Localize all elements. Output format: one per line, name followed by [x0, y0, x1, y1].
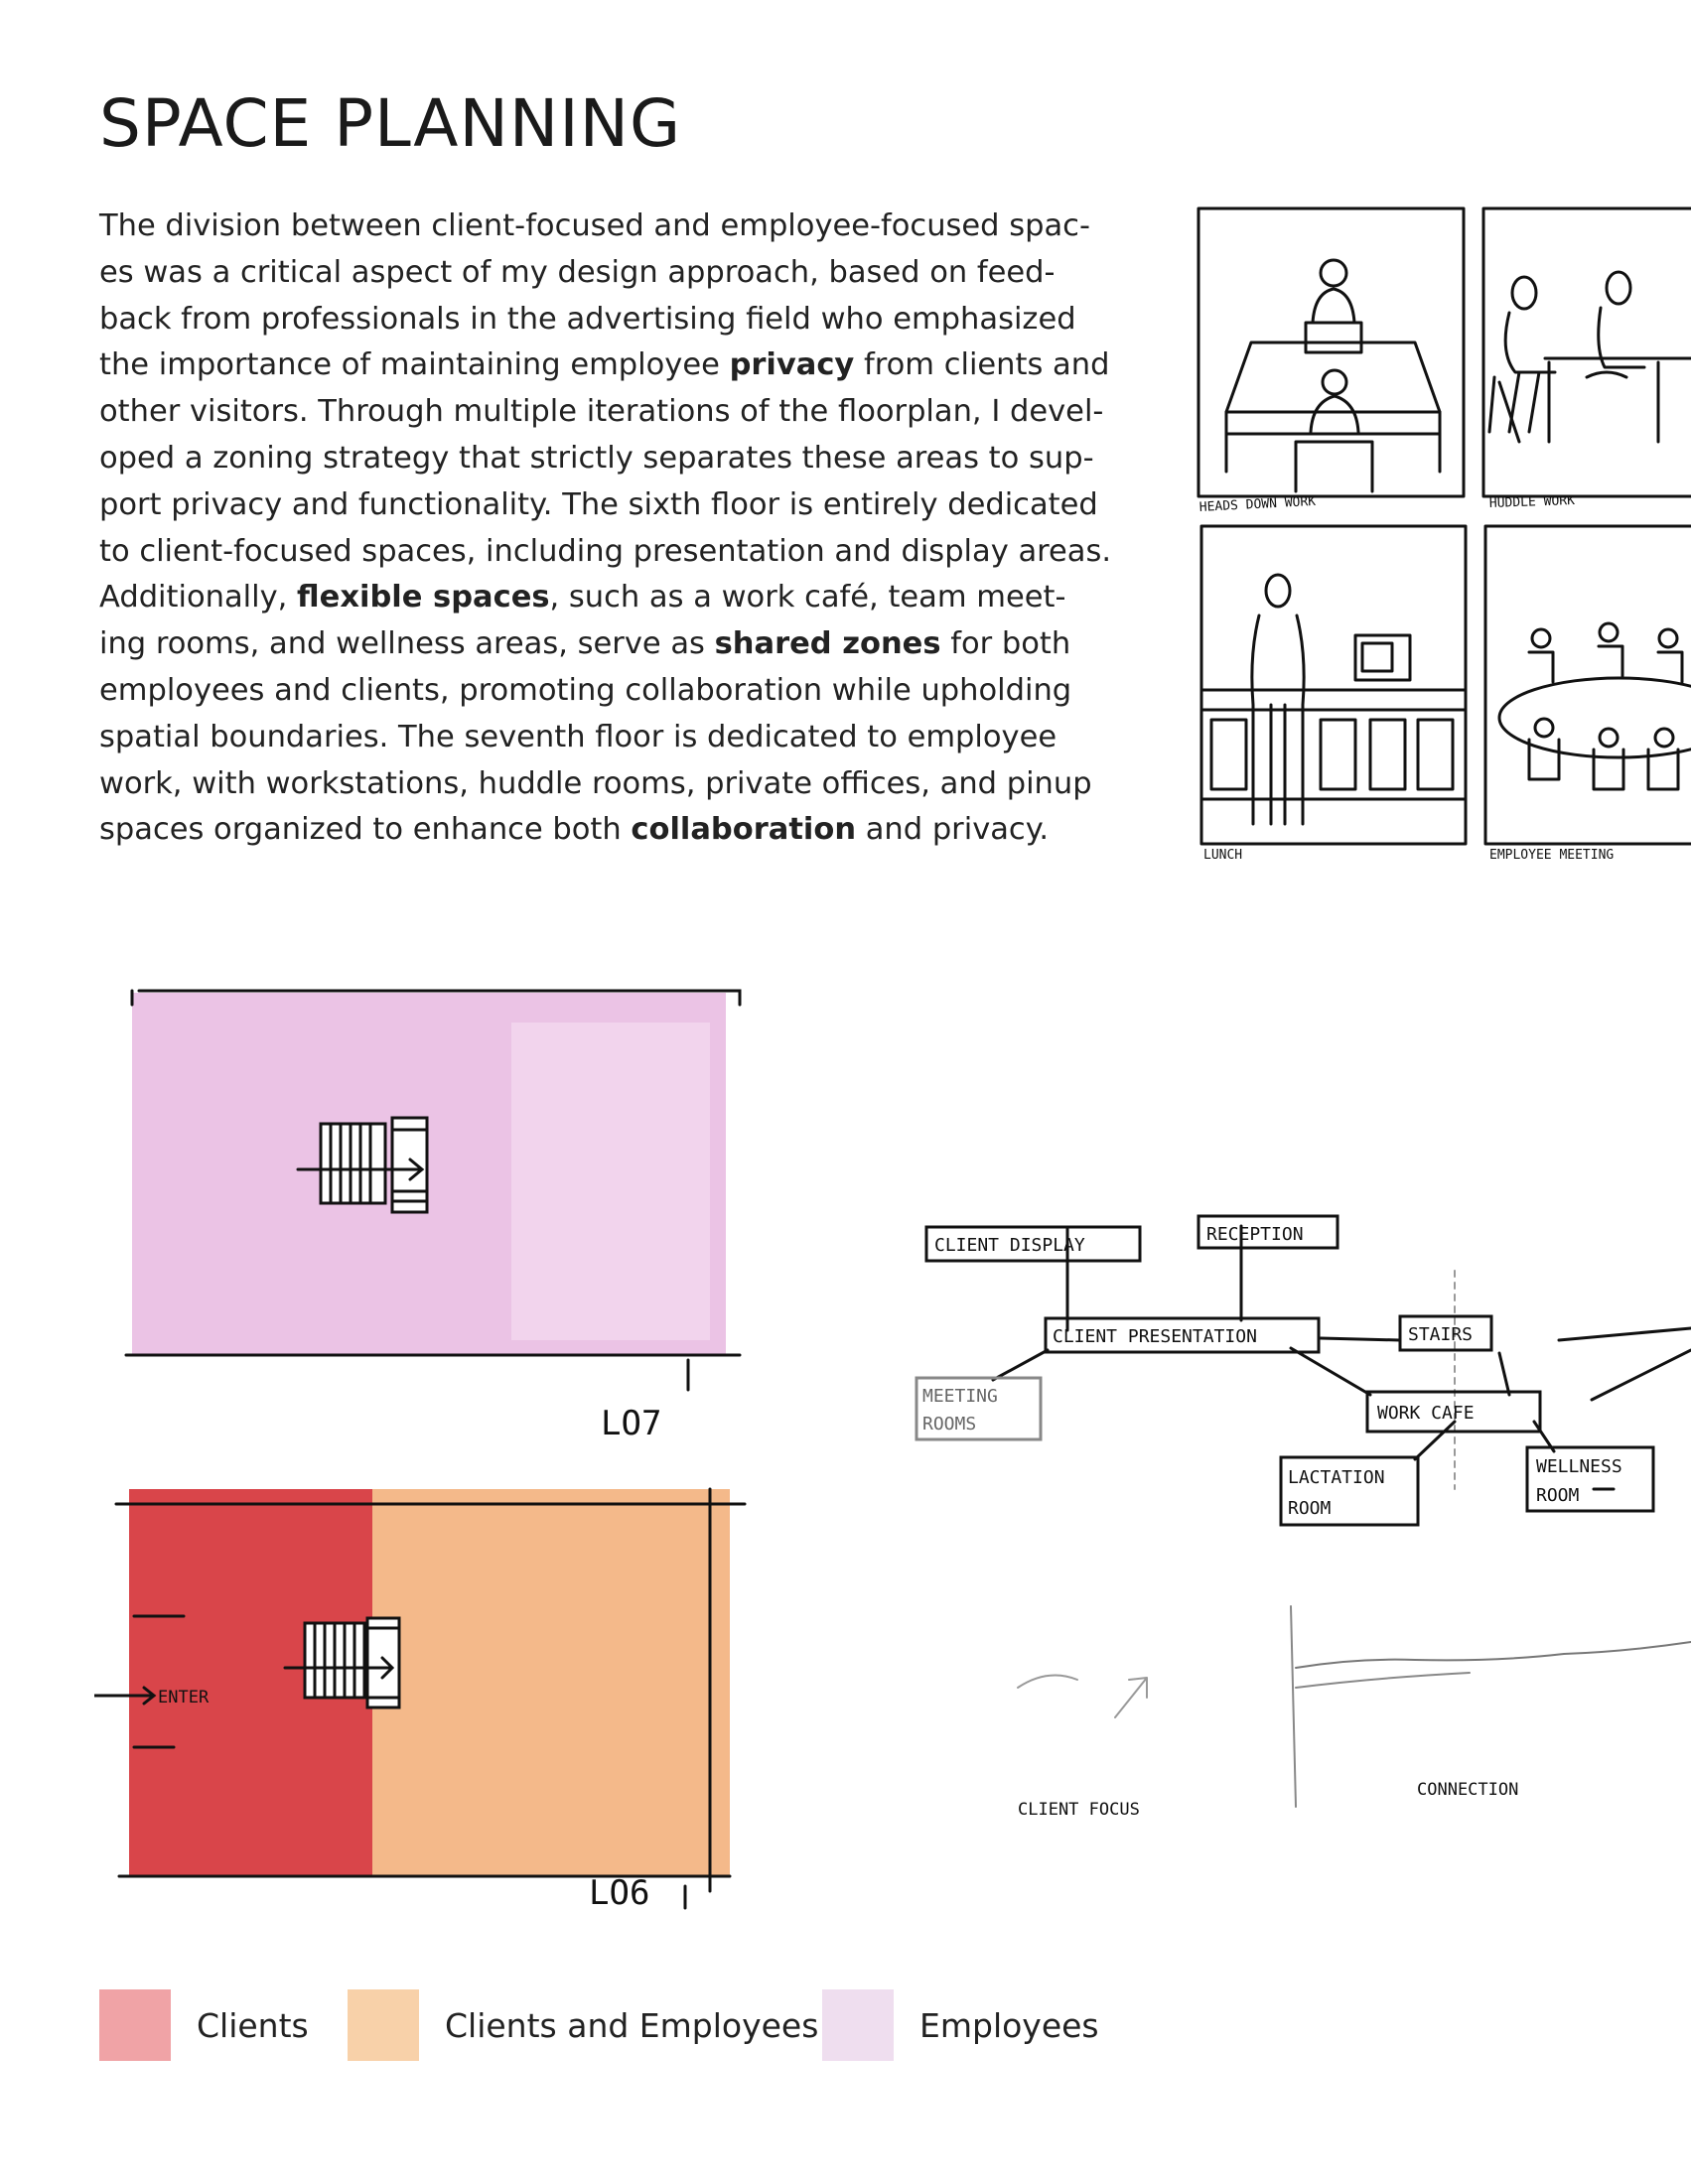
keyword-shared-zones: shared zones [714, 626, 941, 662]
vignette-lunch-panel [1201, 526, 1466, 844]
node-stairs: STAIRS [1408, 1324, 1474, 1345]
legend-label-employees: Employees [919, 2005, 1099, 2045]
plan-lo6-enter-label: ENTER [158, 1688, 210, 1707]
legend-item-clients-and-employees [348, 1989, 818, 2061]
keyword-collaboration: collaboration [631, 812, 857, 848]
node-rooms: ROOMS [922, 1414, 977, 1434]
vignette-label-heads-down: HEADS DOWN WORK [1198, 493, 1317, 515]
node-client-presentation: CLIENT PRESENTATION [1053, 1326, 1257, 1347]
node-reception: RECEPTION [1206, 1224, 1304, 1245]
legend-swatch-clients-and-employees [348, 1989, 419, 2061]
node-wellness: WELLNESS [1536, 1456, 1622, 1477]
node-client-display: CLIENT DISPLAY [934, 1235, 1085, 1256]
note-connection: CONNECTION [1417, 1780, 1519, 1800]
node-lactation: LACTATION [1288, 1467, 1385, 1488]
plan-lo6-shared-wash [372, 1489, 730, 1876]
vignette-label-huddle: HUDDLE WORK [1488, 493, 1576, 511]
body-text-1: The division between client-focused and employee-focused spac-es was a critical aspect of my design approach, based on feed-back from professionals in the advertising field who emphasized the importance of maintaining employee [99, 208, 1090, 383]
legend-label-clients: Clients [197, 2005, 309, 2045]
node-work-cafe: WORK CAFE [1377, 1403, 1475, 1424]
plan-lo6-label: LO6 [589, 1873, 650, 1913]
keyword-flexible-spaces: flexible spaces [297, 580, 550, 615]
floor-zoning-sketches [94, 963, 770, 1946]
body-text-4: for both employees and clients, promoting collaboration while upholding spatial boundaries. The seventh floor is dedicated to employee work, with workstations, huddle rooms, private offices, and pinup spaces organized to enhance both [99, 626, 1092, 848]
node-meeting: MEETING [922, 1386, 998, 1407]
vignette-label-lunch: LUNCH [1203, 848, 1243, 863]
legend-item-employees [822, 1989, 1099, 2061]
note-client-focus: CLIENT FOCUS [1018, 1800, 1140, 1820]
legend-label-clients-and-employees: Clients and Employees [445, 2005, 819, 2045]
node-lactation-room: ROOM [1288, 1498, 1332, 1519]
keyword-privacy: privacy [729, 347, 855, 383]
node-wellness-room: ROOM [1536, 1485, 1580, 1506]
legend-item-clients [99, 1989, 309, 2061]
legend-swatch-employees [822, 1989, 894, 2061]
vignette-huddle-panel [1483, 208, 1691, 496]
body-text-2: from clients and other visitors. Through multiple iterations of the floorplan, I devel-oped a zoning strategy that strictly separates these areas to sup-port privacy and functionality. The sixth floor is entirely dedicated to client-focused spaces, including presentation and display areas. Additionally, [99, 347, 1112, 615]
adjacency-diagram [899, 1191, 1691, 1827]
legend-swatch-clients [99, 1989, 171, 2061]
vignette-label-meeting: EMPLOYEE MEETING [1489, 848, 1615, 863]
vignette-meeting-panel [1485, 526, 1691, 844]
plan-lo7-label: LO7 [601, 1404, 662, 1443]
page-title: SPACE PLANNING [99, 85, 682, 162]
vignette-sketches [1192, 204, 1691, 888]
body-text-5: and privacy. [856, 812, 1050, 848]
body-text-3: , such as a work café, team meet-ing rooms, and wellness areas, serve as [99, 580, 1066, 662]
body-paragraph [99, 204, 1112, 854]
